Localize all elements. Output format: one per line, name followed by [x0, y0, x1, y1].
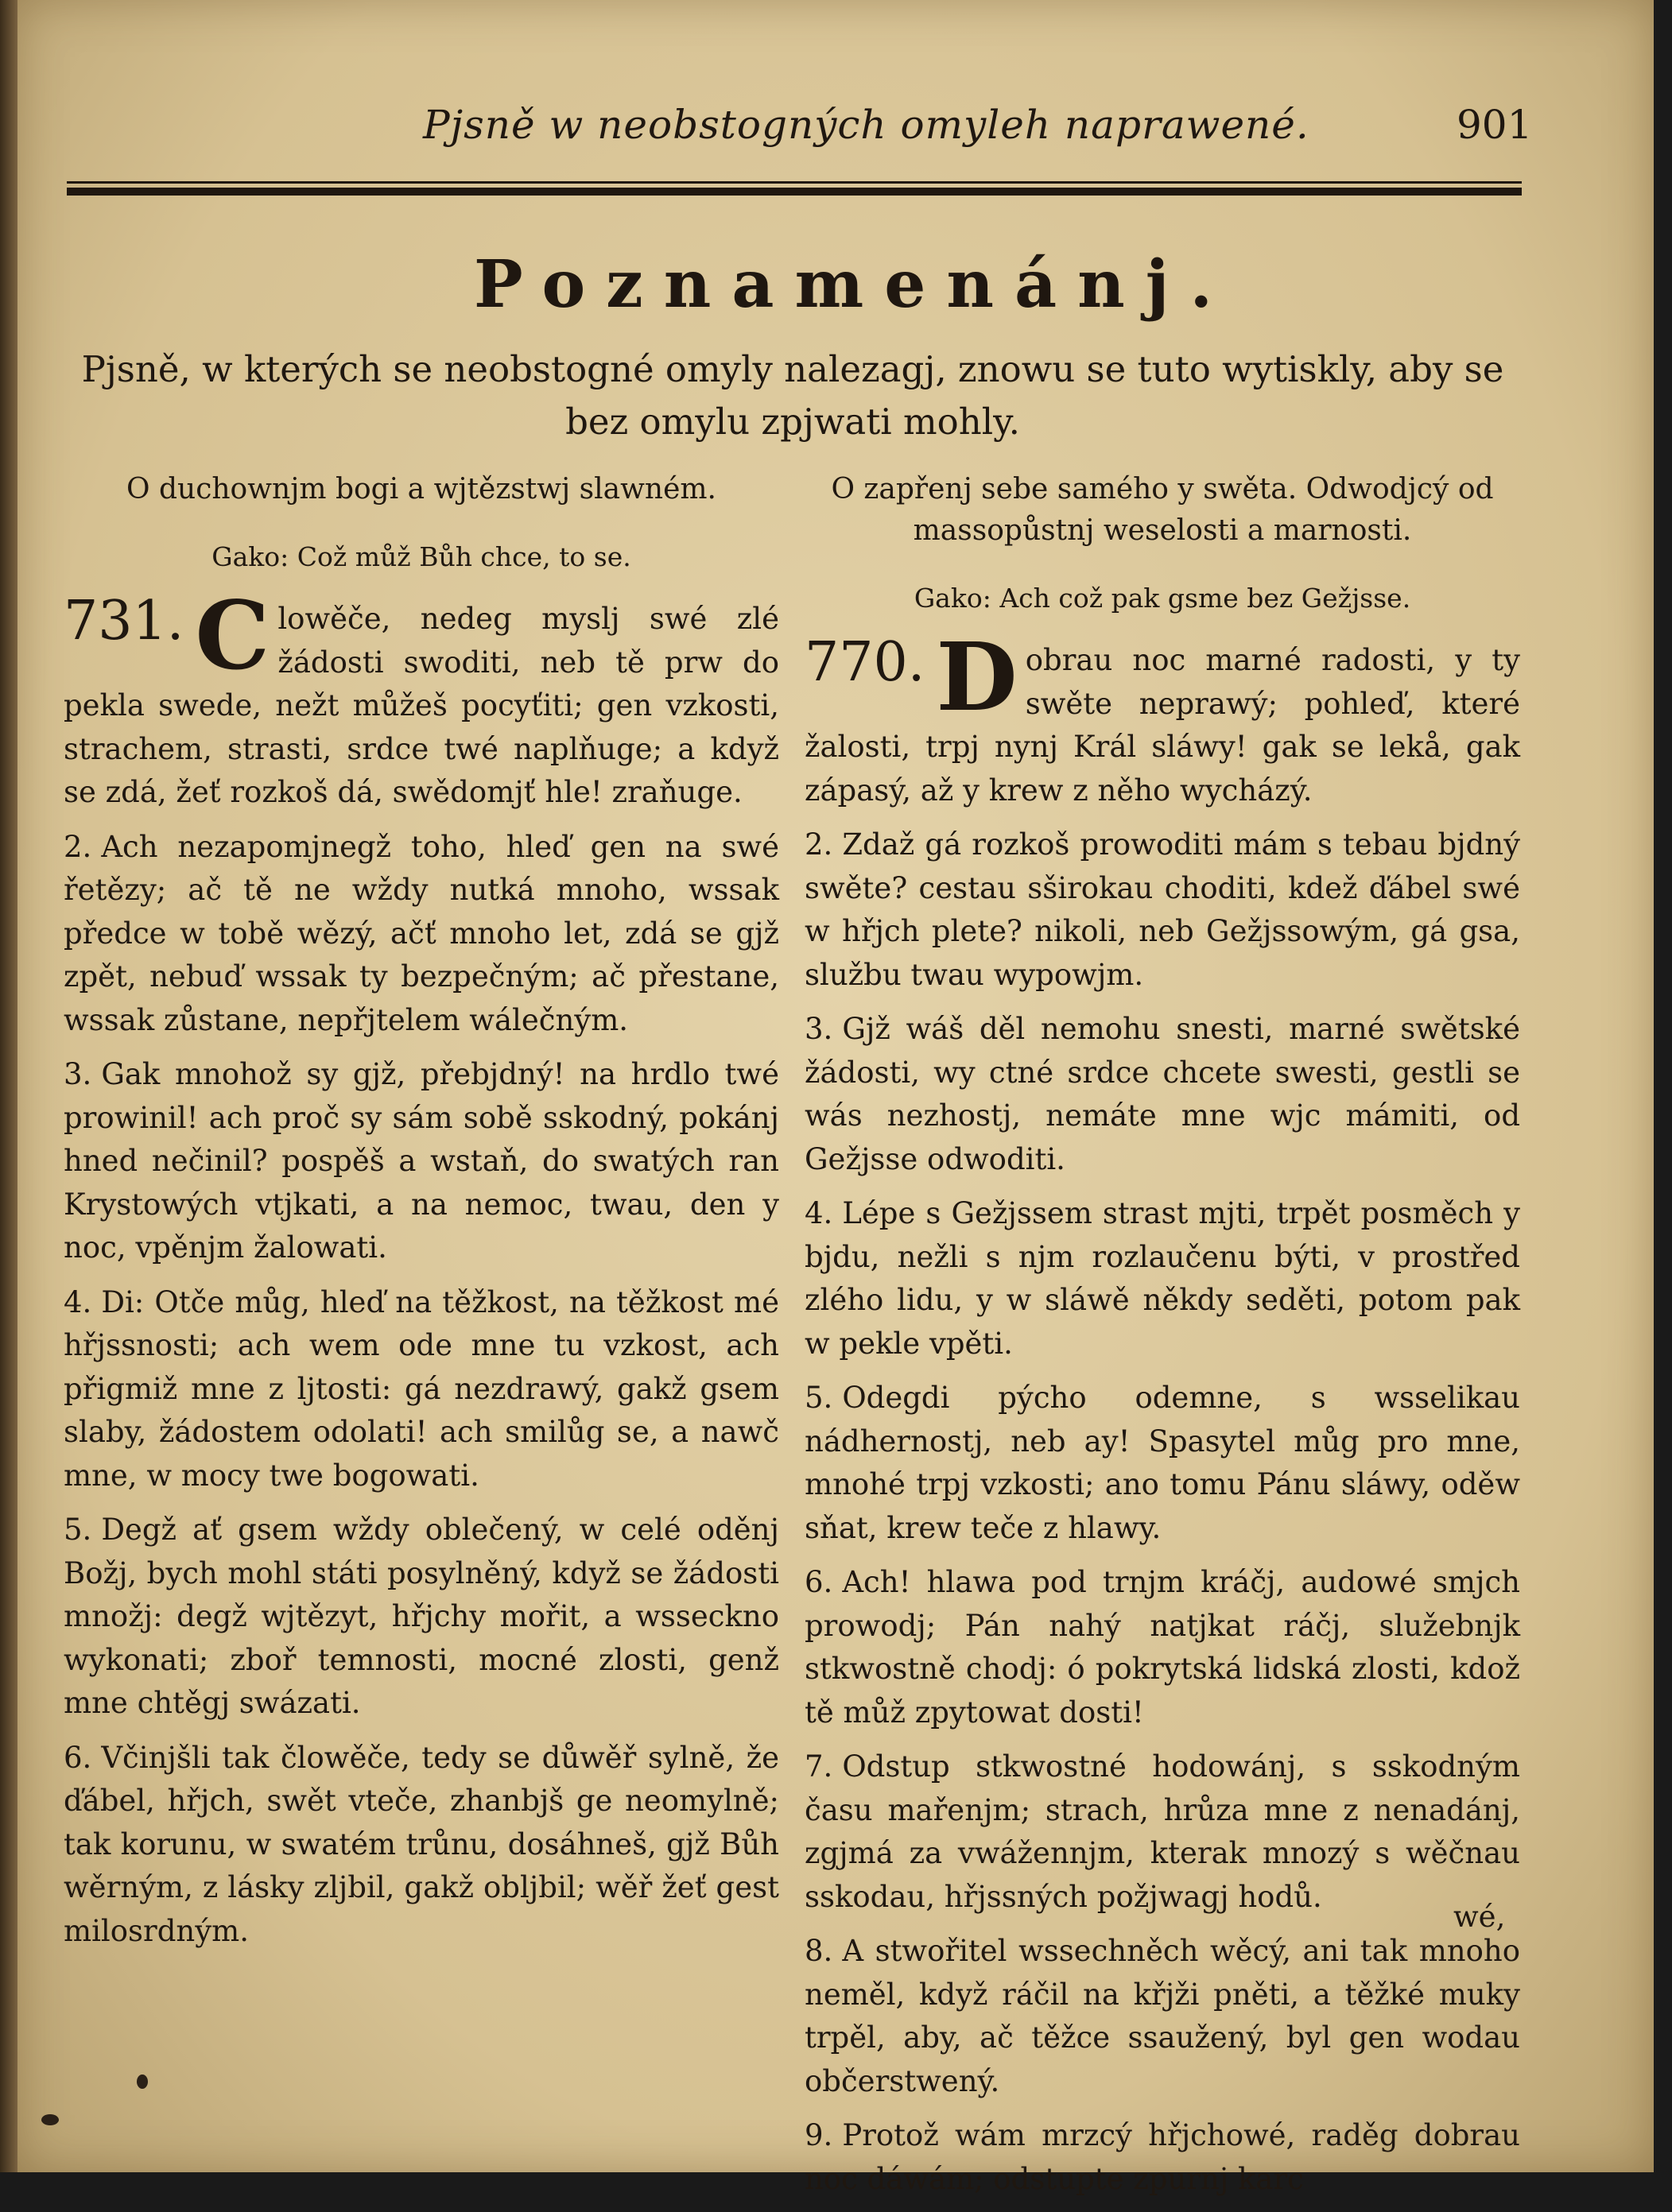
page-number: 901: [1457, 102, 1533, 148]
hymn-770-verse-1: [805, 622, 1520, 812]
verse-text: Ach nezapomjnegž toho, hleď gen na swé řetězy; ač tě ne wždy nutká mnoho, wssak předce w tobě wězý, ačť mnoho let, zdá se gjž zpět, nebuď wssak ty bezpečným; ač přestane, wssak zůstane, nepřjtelem wálečným.: [64, 829, 779, 1037]
tune-line-731: Gako: Což můž Bůh chce, to se.: [211, 541, 631, 572]
hymn-770-verse-8: [805, 1930, 1520, 2103]
verse-text: Odegdi pýcho odemne, s wsselikau nádhernostj, neb ay! Spasytel můg pro mne, mnohé trpj vzkosti; ano tomu Pánu sláwy, oděw sňat, krew teče z hlawy.: [805, 1381, 1520, 1545]
verse-number: 8.: [805, 1934, 833, 1968]
verse-text: Lépe s Gežjssem strast mjti, trpět posměch y bjdu, nežli s njm rozlaučenu býti, v prostřed zlého lidu, y w sláwě někdy seděti, potom pak w pekle vpěti.: [805, 1196, 1520, 1361]
header-rule-thin: [67, 181, 1522, 184]
verse-text: lowěče, nedeg myslj swé zlé žádosti swoditi, neb tě prw do pekla swede, nežt můžeš pocyťiti; gen vzkosti, strachem, strasti, srdce twé naplňuge; a když se zdá, žeť rozkoš dá, swědomjť hle! zraňuge.: [64, 602, 779, 809]
hymn-770-verse-4: [805, 1192, 1520, 1366]
ink-spot: [137, 2074, 148, 2089]
hymn-number-731: 731.: [64, 590, 184, 653]
hymn-731-verse-5: [64, 1509, 779, 1726]
verse-text: A stwořitel wssechněch wěcý, ani tak mnoho neměl, když ráčil na křjži pněti, a těžké muky trpěl, aby, ač těžce ssaužený, byl gen wodau občerstwený.: [805, 1934, 1520, 2098]
hymn-770-verse-6: [805, 1561, 1520, 1734]
book-spine: [0, 0, 17, 2172]
header-rule: [67, 188, 1522, 196]
verse-number: 4.: [64, 1284, 92, 1319]
verse-number: 4.: [805, 1196, 833, 1230]
hymn-770-verse-3: [805, 1008, 1520, 1181]
verse-text: Odstup stkwostné hodowánj, s sskodným času mařenjm; strach, hrůza mne z nenadánj, zgjmá za vwážennjm, kterak mnozý s wěčnau sskodau, hřjssných požjwagj hodů.: [805, 1749, 1520, 1914]
verse-text: Protož wám mrzcý hřjchowé, raděg dobrau noc dáwám; odstupte zpurnj karc: [805, 2118, 1520, 2196]
verse-number: 9.: [805, 2118, 833, 2152]
hymn-title-770: O zapřenj sebe samého y swěta. Odwodjcý od massopůstnj weselosti a marnosti.: [831, 473, 1494, 547]
intro-paragraph: Pjsně, w kterých se neobstogné omyly nalezagj, znowu se tuto wytiskly, aby se bez omylu zpjwati mohly.: [81, 348, 1504, 443]
hymn-770-verse-7: [805, 1745, 1520, 1919]
hymn-number-770: 770.: [805, 631, 925, 694]
verse-number: 3.: [805, 1012, 833, 1046]
section-title: Poznamenánj.: [474, 246, 1233, 323]
verse-number: 5.: [805, 1381, 833, 1415]
dropcap-d: D: [936, 622, 1018, 732]
verse-text: Gak mnohož sy gjž, přebjdný! na hrdlo twé prowinil! ach proč sy sám sobě sskodný, pokánj hned nečinil? pospěš a wstaň, do swatých ran Krystowých vtjkati, a na nemoc, twau, den y noc, vpěnjm žalowati.: [64, 1057, 779, 1265]
verse-text: Degž ať gsem wždy oblečený, w celé oděnj Božj, bych mohl státi posylněný, když se žádosti množj: degž wjtězyt, hřjchy mořit, a wsseckno wykonati; zboř temnosti, mocné zlosti, genž mne chtěgj swázati.: [64, 1513, 779, 1720]
left-column: [64, 469, 779, 1964]
verse-text: Di: Otče můg, hleď na těžkost, na těžkost mé hřjssnosti; ach wem ode mne tu vzkost, ach přigmiž mne z ljtosti: gá nezdrawý, gakž gsem slaby, žádostem odolati! ach smilůg se, a nawč mne, w mocy twe bogowati.: [64, 1284, 779, 1493]
catchword: wé,: [1453, 1900, 1506, 1934]
hymn-731-verse-6: [64, 1737, 779, 1954]
verse-number: 6.: [64, 1740, 92, 1775]
hymn-title-731: O duchownjm bogi a wjtězstwj slawném.: [126, 473, 716, 506]
dropcap-c: C: [195, 580, 270, 691]
verse-number: 2.: [805, 827, 833, 862]
right-column: [805, 469, 1520, 2212]
hymn-731-verse-2: [64, 826, 779, 1043]
running-head: [17, 102, 1672, 157]
hymn-731-verse-4: [64, 1281, 779, 1498]
hymn-770-verse-5: [805, 1377, 1520, 1550]
verse-text: Gjž wáš děl nemohu snesti, marné swětské žádosti, wy ctné srdce chcete swesti, gestli se wás nezhostj, nemáte mne wjc mámiti, od Gežjsse odwoditi.: [805, 1012, 1520, 1176]
verse-number: 5.: [64, 1513, 92, 1547]
tune-line-770: Gako: Ach což pak gsme bez Gežjsse.: [914, 583, 1411, 614]
verse-number: 7.: [805, 1749, 833, 1784]
hymn-731-verse-3: [64, 1053, 779, 1270]
hymn-770-verse-9: [805, 2114, 1520, 2201]
ink-spot: [41, 2114, 59, 2125]
verse-number: 3.: [64, 1057, 92, 1091]
verse-text: Zdaž gá rozkoš prowoditi mám s tebau bjdný swěte? cestau sširokau choditi, kdež ďábel swé w hřjch plete? nikoli, neb Gežjssowým, gá gsa, službu twau wypowjm.: [805, 827, 1520, 992]
verse-text: obrau noc marné radosti, y ty swěte neprawý; pohleď, které žalosti, trpj nynj Král sláwy! gak se lekå, gak zápasý, až y krew z něho wycházý.: [805, 643, 1520, 808]
hymn-770-verse-2: [805, 823, 1520, 997]
running-title: Pjsně w neobstogných omyleh naprawené.: [423, 102, 1309, 148]
book-page: [17, 0, 1654, 2196]
verse-number: 6.: [805, 1565, 833, 1599]
hymn-731-verse-1: [64, 580, 779, 815]
verse-text: Včinjšli tak člowěče, tedy se důwěř sylně, že ďábel, hřjch, swět vteče, zhanbjš ge neomylně; tak korunu, w swatém trůnu, dosáhneš, gjž Bůh wěrným, z lásky zljbil, gakž obljbil; wěř žeť gest milosrdným.: [64, 1740, 779, 1948]
verse-number: 2.: [64, 829, 92, 864]
verse-text: Ach! hlawa pod trnjm kráčj, audowé smjch prowodj; Pán nahý natjkat ráčj, služebnjk stkwostně chodj: ó pokrytská lidská zlosti, kdož tě můž zpytowat dosti!: [805, 1565, 1520, 1730]
